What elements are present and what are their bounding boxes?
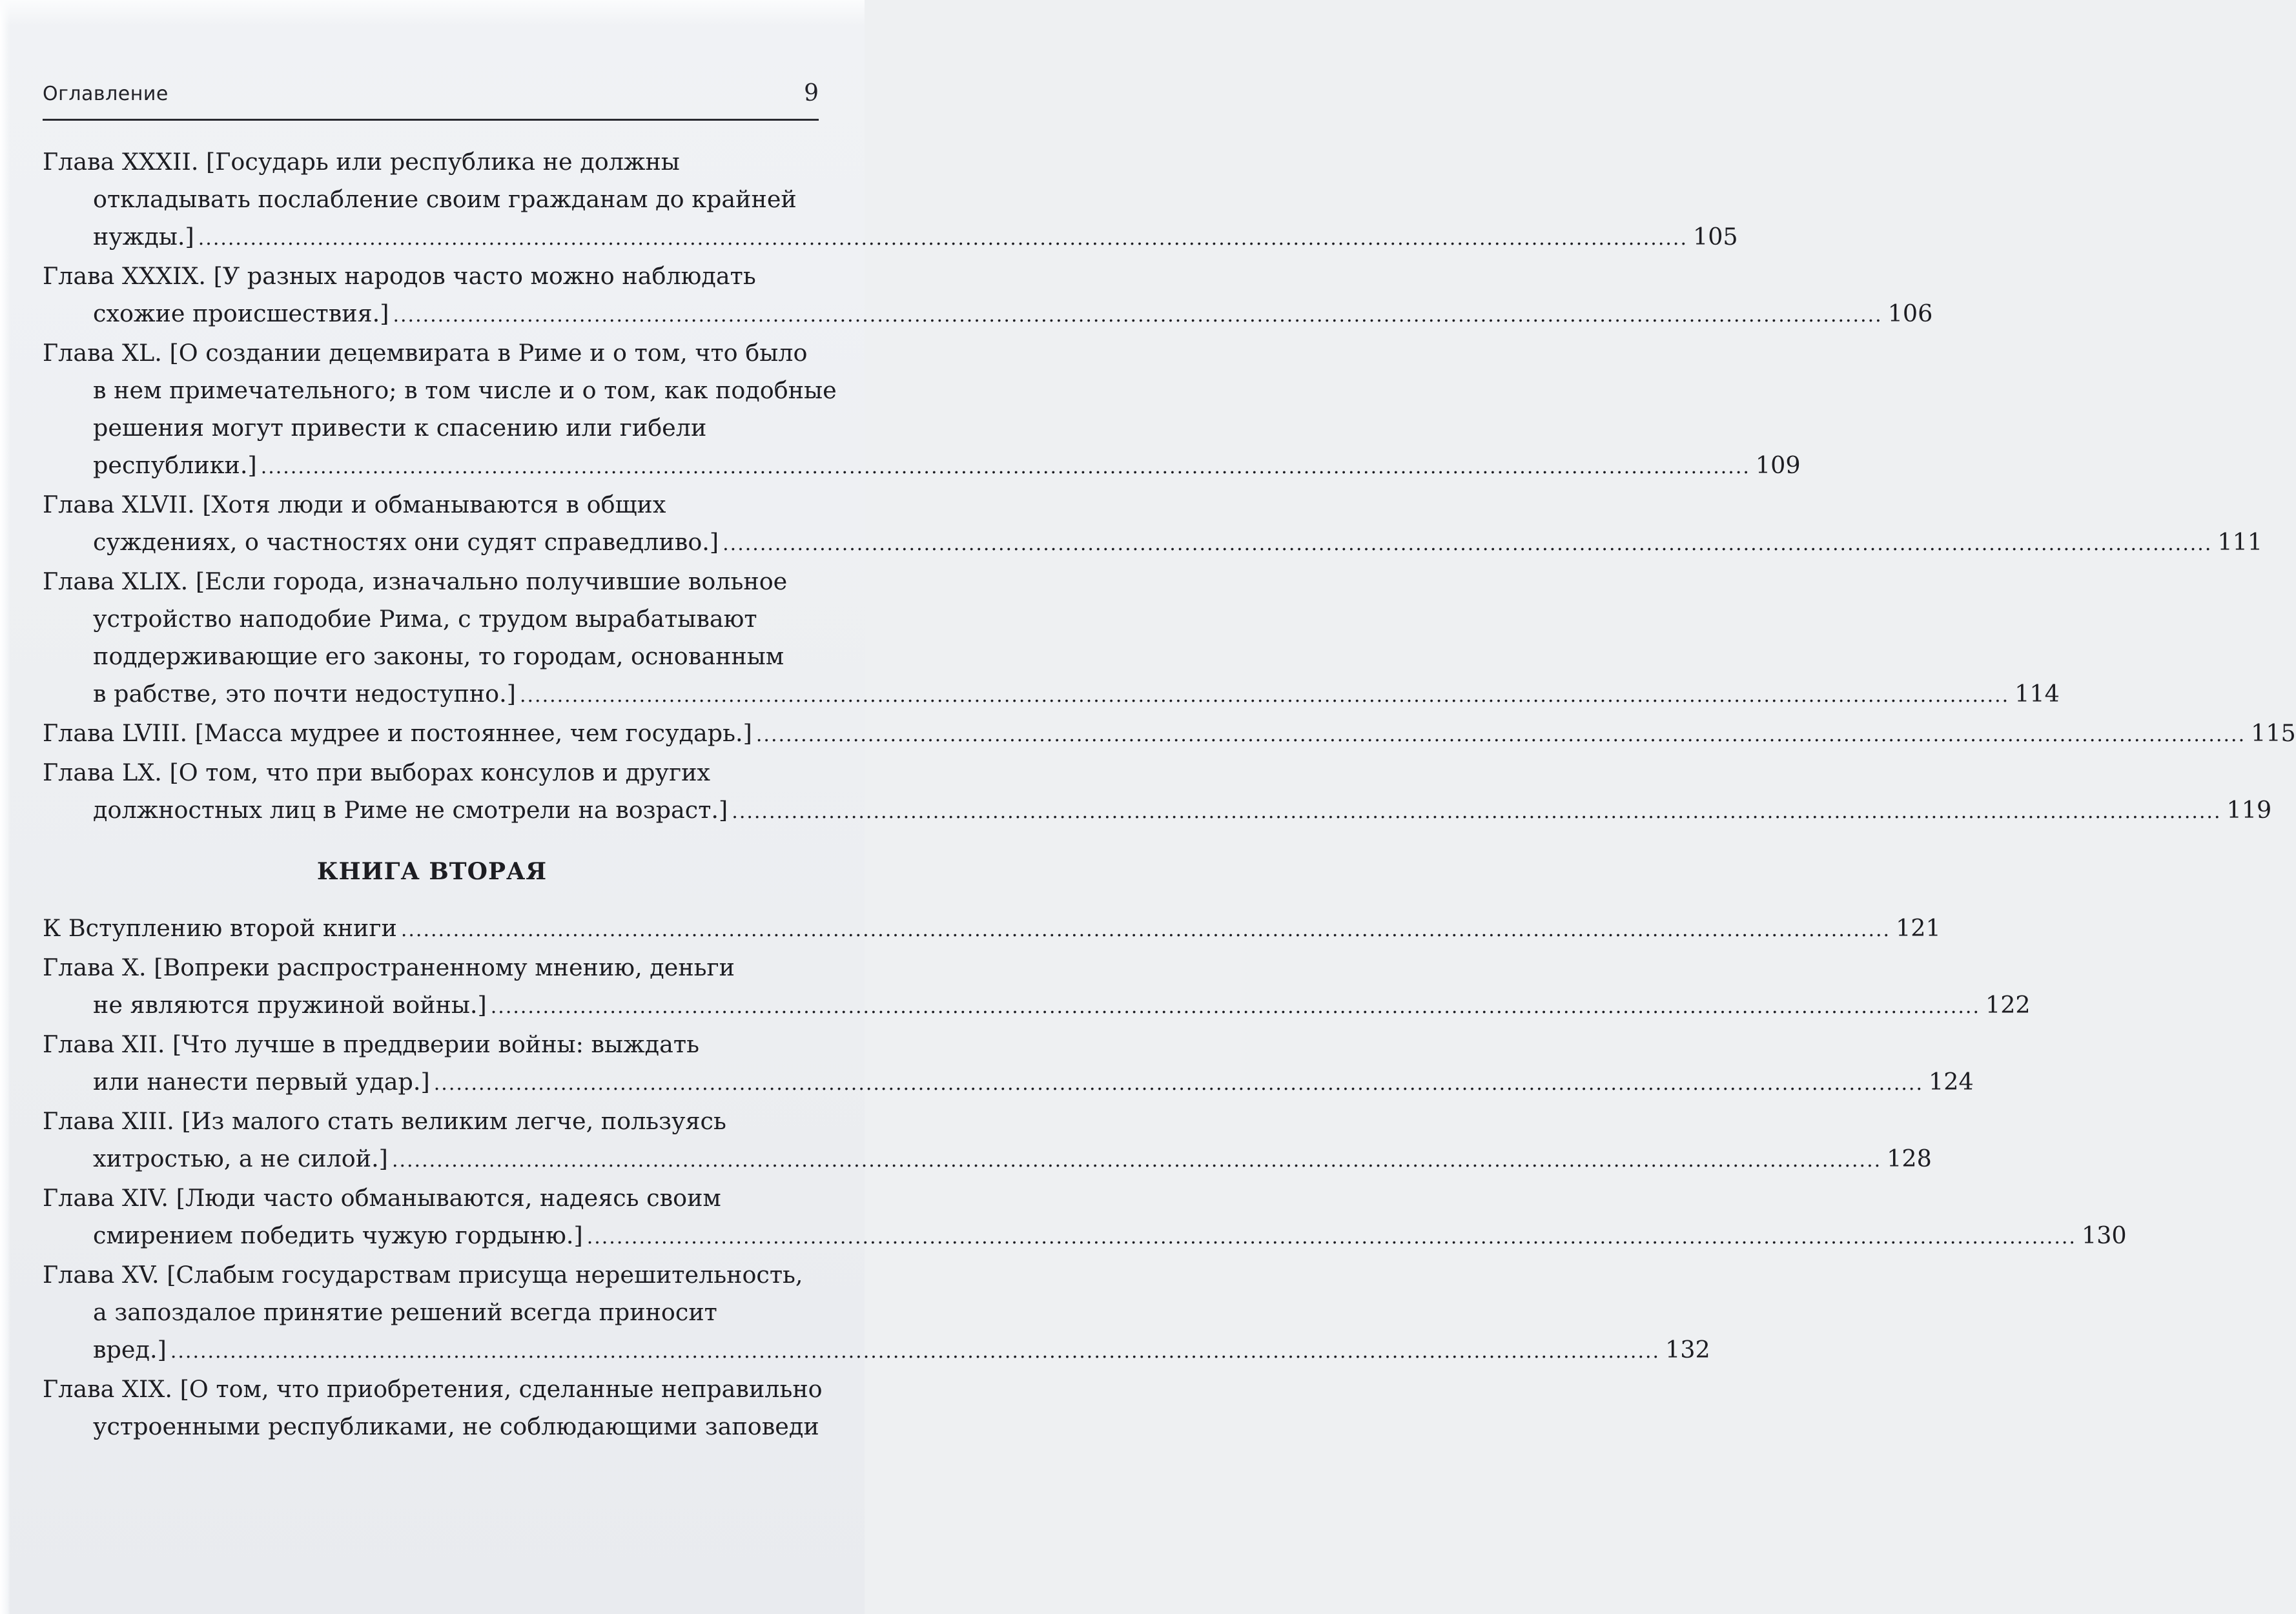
toc-entry-text: вред.] (93, 1336, 167, 1364)
toc-entry-line: откладывать послабление своим гражданам до крайней (93, 185, 797, 213)
toc-entry-page-number: 114 (2014, 680, 2060, 708)
toc-entry-page-number: 132 (1665, 1336, 1710, 1364)
toc-entry (43, 1103, 1932, 1180)
toc-entry (43, 486, 2263, 563)
toc-entry (43, 563, 2060, 715)
dot-leader: ........................................................................................................................................................................................................ (170, 1340, 1661, 1363)
toc-entry-line: устроенными республиками, не соблюдающими заповеди (93, 1413, 819, 1440)
toc-entry (43, 258, 1933, 334)
toc-entry-page-number: 124 (1929, 1068, 1974, 1096)
toc-entry-final-line (43, 1063, 1974, 1103)
toc-part-2 (43, 910, 2127, 1445)
toc-entry-line: Глава X. [Вопреки распространенному мнению, деньги (43, 954, 735, 981)
toc-entry-line: Глава XII. [Что лучше в преддверии войны: выждать (43, 1030, 699, 1058)
toc-entry-text: должностных лиц в Риме не смотрели на возраст.] (93, 796, 728, 824)
toc-entry-text: не являются пружиной войны.] (93, 991, 487, 1019)
toc-entry-line: Глава XIV. [Люди часто обманываются, надеясь своим (43, 1184, 721, 1212)
toc-entry-line: Глава XLIX. [Если города, изначально получившие вольное (43, 567, 788, 595)
toc-entry-text: Глава LVIII. [Масса мудрее и постояннее, чем государь.] (43, 719, 752, 747)
toc-entry-line: Глава XXXII. [Государь или республика не должны (43, 148, 680, 176)
section-title-book-two: КНИГА ВТОРАЯ (316, 858, 548, 885)
dot-leader: ........................................................................................................................................................................................................ (198, 227, 1688, 250)
toc-entry (43, 143, 1738, 258)
toc-entry-final-line (43, 447, 1801, 486)
toc-entry-final-line (43, 910, 1941, 949)
toc-entry-line: Глава XIII. [Из малого стать великим легче, пользуясь (43, 1107, 726, 1135)
toc-entry-text: или нанести первый удар.] (93, 1068, 430, 1096)
toc-entry-final-line (43, 1331, 1710, 1371)
dot-leader: ........................................................................................................................................................................................................ (732, 801, 2222, 823)
toc-entry-final-line (43, 218, 1738, 258)
toc-entry-line: решения могут привести к спасению или гибели (93, 414, 707, 442)
toc-entry-page-number: 122 (1985, 991, 2031, 1019)
toc-entry (43, 334, 1801, 486)
toc-entry (43, 949, 2031, 1026)
toc-entry-final-line (43, 986, 2031, 1026)
toc-entry-final-line (43, 792, 2272, 831)
toc-entry-page-number: 109 (1755, 451, 1801, 479)
page-left-edge (0, 0, 10, 1614)
toc-entry-line: Глава LX. [О том, что при выборах консулов и других (43, 759, 710, 786)
dot-leader: ........................................................................................................................................................................................................ (433, 1072, 1923, 1095)
dot-leader: ........................................................................................................................................................................................................ (391, 1149, 1882, 1172)
toc-entry-line: Глава XIX. [О том, что приобретения, сделанные неправильно (43, 1375, 823, 1403)
dot-leader: ........................................................................................................................................................................................................ (519, 684, 2010, 707)
toc-entry-text: К Вступлению второй книги (43, 914, 397, 942)
toc-entry-text: нужды.] (93, 223, 194, 250)
toc-entry-text: хитростью, а не силой.] (93, 1145, 388, 1172)
toc-entry-text: смирением победить чужую гордыню.] (93, 1221, 583, 1249)
toc-entry-line: в нем примечательного; в том числе и о том, как подобные (93, 376, 837, 404)
dot-leader: ........................................................................................................................................................................................................ (400, 919, 1891, 941)
dot-leader: ........................................................................................................................................................................................................ (586, 1226, 2076, 1249)
toc-entry-text: республики.] (93, 451, 257, 479)
toc-entry-line: Глава XL. [О создании децемвирата в Риме и о том, что было (43, 339, 808, 367)
table-of-contents (43, 143, 2296, 1445)
toc-entry-page-number: 130 (2081, 1221, 2127, 1249)
toc-entry-line: Глава XXXIX. [У разных народов часто можно наблюдать (43, 262, 756, 290)
toc-entry-line: Глава XLVII. [Хотя люди и обманываются в общих (43, 491, 666, 518)
toc-entry-line: Глава XV. [Слабым государствам присуща нерешительность, (43, 1261, 803, 1289)
toc-entry-text: в рабстве, это почти недоступно.] (93, 680, 516, 708)
toc-entry-final-line (43, 715, 2296, 754)
toc-entry-line: устройство наподобие Рима, с трудом вырабатывают (93, 605, 757, 633)
toc-entry-text: схожие происшествия.] (93, 300, 389, 327)
toc-entry-final-line (43, 675, 2060, 715)
dot-leader: ........................................................................................................................................................................................................ (260, 456, 1750, 478)
toc-entry (43, 1026, 1974, 1103)
toc-entry (43, 1180, 2127, 1256)
toc-entry (43, 715, 2296, 754)
running-header-title: Оглавление (43, 83, 169, 105)
toc-entry-final-line (43, 524, 2263, 563)
running-header (43, 80, 819, 121)
toc-entry-page-number: 115 (2251, 719, 2296, 747)
toc-entry (43, 1371, 821, 1445)
toc-entry-final-line (43, 1217, 2127, 1256)
dot-leader: ........................................................................................................................................................................................................ (723, 533, 2213, 555)
page-number: 9 (804, 80, 819, 107)
toc-entry-final-line (43, 1140, 1932, 1180)
toc-entry-page-number: 128 (1887, 1145, 1932, 1172)
toc-entry-page-number: 111 (2217, 528, 2263, 556)
dot-leader: ........................................................................................................................................................................................................ (393, 304, 1883, 327)
dot-leader: ........................................................................................................................................................................................................ (755, 724, 2246, 746)
toc-entry-line: а запоздалое принятие решений всегда приносит (93, 1298, 717, 1326)
toc-entry-text: суждениях, о частностях они судят справедливо.] (93, 528, 719, 556)
toc-entry (43, 1256, 1710, 1371)
toc-entry-page-number: 106 (1887, 300, 1933, 327)
dot-leader: ........................................................................................................................................................................................................ (490, 996, 1980, 1018)
toc-entry-page-number: 105 (1692, 223, 1738, 250)
toc-entry-page-number: 119 (2226, 796, 2272, 824)
toc-entry-line: поддерживающие его законы, то городам, основанным (93, 642, 784, 670)
toc-entry (43, 754, 2272, 831)
toc-part-1 (43, 143, 2296, 831)
toc-entry-page-number: 121 (1896, 914, 1941, 942)
toc-entry (43, 910, 1941, 949)
toc-entry-final-line (43, 295, 1933, 334)
page-top-edge (0, 0, 865, 26)
